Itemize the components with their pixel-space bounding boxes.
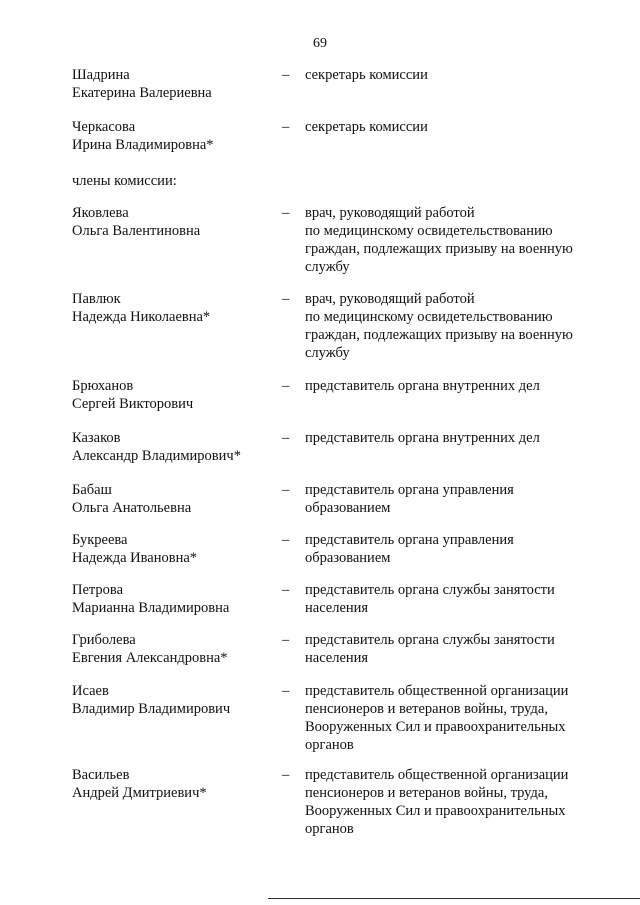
role-line: населения <box>305 600 369 616</box>
role-line: образованием <box>305 500 391 516</box>
role <box>305 581 605 617</box>
role-line: секретарь комиссии <box>305 67 428 83</box>
role-line: населения <box>305 650 369 666</box>
person-name <box>72 531 272 567</box>
role-line: врач, руководящий работой <box>305 205 475 221</box>
given-names: Марианна Владимировна <box>72 600 230 616</box>
surname: Васильев <box>72 767 130 783</box>
surname: Букреева <box>72 532 128 548</box>
dash: – <box>282 767 290 783</box>
bottom-rule <box>268 898 640 899</box>
role-line: врач, руководящий работой <box>305 291 475 307</box>
role-line: службу <box>305 345 350 361</box>
given-names: Владимир Владимирович <box>72 701 231 717</box>
role-line: представитель органа службы занятости <box>305 582 555 598</box>
given-names: Евгения Александровна* <box>72 650 228 666</box>
surname: Брюханов <box>72 378 134 394</box>
role <box>305 429 605 447</box>
surname: Исаев <box>72 683 109 699</box>
role <box>305 66 605 84</box>
role <box>305 204 605 276</box>
dash: – <box>282 632 290 648</box>
given-names: Андрей Дмитриевич* <box>72 785 207 801</box>
role <box>305 766 605 838</box>
dash: – <box>282 67 290 83</box>
dash: – <box>282 683 290 699</box>
person-name <box>72 682 272 718</box>
given-names: Ольга Анатольевна <box>72 500 192 516</box>
role-line: представитель органа внутренних дел <box>305 430 540 446</box>
role <box>305 377 605 395</box>
role-line: пенсионеров и ветеранов войны, труда, <box>305 701 548 717</box>
role <box>305 682 605 754</box>
surname: Гриболева <box>72 632 136 648</box>
dash: – <box>282 482 290 498</box>
role <box>305 481 605 517</box>
given-names: Ольга Валентиновна <box>72 223 201 239</box>
person-name <box>72 118 272 154</box>
page-number: 69 <box>313 36 327 51</box>
given-names: Александр Владимирович* <box>72 448 241 464</box>
person-name <box>72 204 272 240</box>
role <box>305 118 605 136</box>
person-name <box>72 631 272 667</box>
dash: – <box>282 378 290 394</box>
role-line: секретарь комиссии <box>305 119 428 135</box>
surname: Казаков <box>72 430 121 446</box>
surname: Яковлева <box>72 205 129 221</box>
given-names: Надежда Николаевна* <box>72 309 211 325</box>
dash: – <box>282 119 290 135</box>
dash: – <box>282 291 290 307</box>
role-line: органов <box>305 737 354 753</box>
dash: – <box>282 532 290 548</box>
role-line: пенсионеров и ветеранов войны, труда, <box>305 785 548 801</box>
surname: Павлюк <box>72 291 121 307</box>
dash: – <box>282 430 290 446</box>
person-name <box>72 481 272 517</box>
role-line: представитель общественной организации <box>305 767 569 783</box>
dash: – <box>282 582 290 598</box>
role-line: представитель органа управления <box>305 482 514 498</box>
role <box>305 290 605 362</box>
person-name <box>72 290 272 326</box>
role-line: органов <box>305 821 354 837</box>
surname: Шадрина <box>72 67 130 83</box>
person-name <box>72 66 272 102</box>
role-line: службу <box>305 259 350 275</box>
surname: Петрова <box>72 582 124 598</box>
role <box>305 531 605 567</box>
role-line: представитель общественной организации <box>305 683 569 699</box>
role-line: представитель органа внутренних дел <box>305 378 540 394</box>
role-line: представитель органа службы занятости <box>305 632 555 648</box>
person-name <box>72 581 272 617</box>
given-names: Надежда Ивановна* <box>72 550 198 566</box>
role-line: граждан, подлежащих призыву на военную <box>305 241 573 257</box>
person-name <box>72 766 272 802</box>
surname: Черкасова <box>72 119 136 135</box>
given-names: Ирина Владимировна* <box>72 137 214 153</box>
members-label: члены комиссии: <box>72 173 177 189</box>
role-line: по медицинскому освидетельствованию <box>305 223 553 239</box>
person-name <box>72 429 272 465</box>
role-line: образованием <box>305 550 391 566</box>
dash: – <box>282 205 290 221</box>
role-line: представитель органа управления <box>305 532 514 548</box>
person-name <box>72 377 272 413</box>
surname: Бабаш <box>72 482 112 498</box>
given-names: Сергей Викторович <box>72 396 194 412</box>
given-names: Екатерина Валериевна <box>72 85 212 101</box>
role-line: Вооруженных Сил и правоохранительных <box>305 719 566 735</box>
role-line: по медицинскому освидетельствованию <box>305 309 553 325</box>
role-line: Вооруженных Сил и правоохранительных <box>305 803 566 819</box>
role-line: граждан, подлежащих призыву на военную <box>305 327 573 343</box>
role <box>305 631 605 667</box>
